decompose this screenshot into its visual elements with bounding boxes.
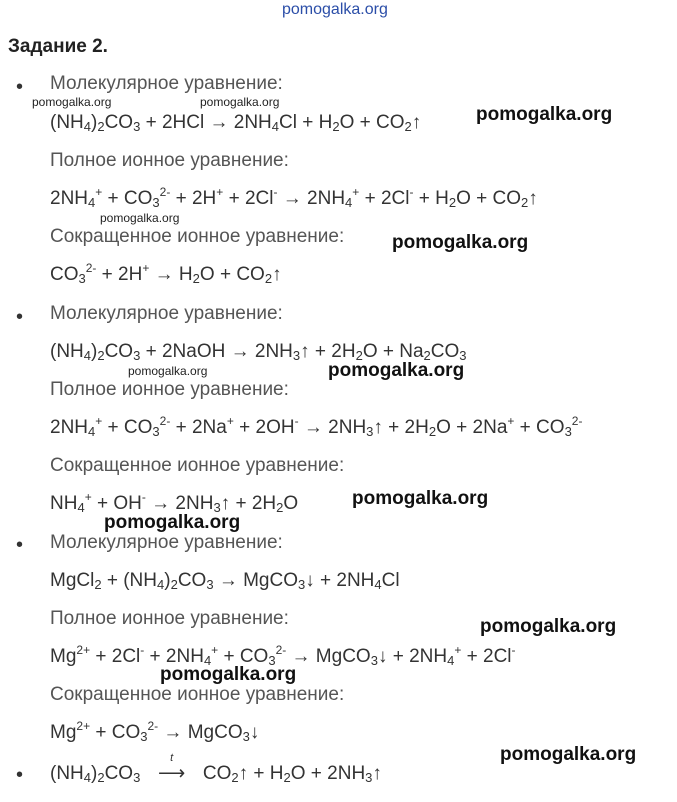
watermark-small: pomogalka.org	[100, 211, 180, 225]
bullet-4: •	[16, 764, 24, 786]
label-molecular-3: Молекулярное уравнение:	[50, 532, 283, 553]
watermark-bold: pomogalka.org	[392, 232, 529, 253]
page-title: Задание 2.	[8, 36, 108, 57]
equation-full-ionic-2: $2NH_4^+ + CO_3^{2-} + 2Na^+ + 2OH^-$ → $2NH_3↑ + 2H_2O + 2Na^+ + CO_3^{2-}$	[50, 414, 583, 439]
label-short-ionic-2: Сокращенное ионное уравнение:	[50, 455, 345, 476]
watermark-small: pomogalka.org	[128, 364, 208, 378]
label-full-ionic-1: Полное ионное уравнение:	[50, 150, 289, 171]
bullet-2: •	[16, 306, 24, 328]
watermark-bold: pomogalka.org	[500, 744, 637, 765]
watermark-small: pomogalka.org	[32, 95, 112, 109]
equation-short-ionic-2: $NH_4^+ + OH^-$ → $2NH_3↑ + 2H_2O$	[50, 490, 299, 515]
label-molecular-1: Молекулярное уравнение:	[50, 73, 283, 94]
label-full-ionic-3: Полное ионное уравнение:	[50, 608, 289, 629]
watermark-bold: pomogalka.org	[476, 104, 613, 125]
equation-short-ionic-1: $CO_3^{2-} + 2H^+ \to H_2O$ + $CO_2↑$	[50, 261, 282, 286]
watermark-header: pomogalka.org	[282, 1, 388, 18]
equation-molecular-2: $(NH_4)_2CO_3$ + 2NaOH → $2NH_3↑ + 2H_2O + Na_2CO_3$	[50, 341, 467, 363]
heat-arrow-icon: t ⟶	[157, 752, 186, 784]
equation-full-ionic-3: $Mg^{2+} + 2Cl^- + 2NH_4^+ + CO_3^{2-}$ → MgCO$_3$↓ + $2NH_4^+ + 2Cl^-$	[50, 643, 516, 668]
watermark-bold: pomogalka.org	[160, 664, 297, 685]
bullet-1: •	[16, 76, 24, 98]
equation-molecular-1: $(NH_4)_2CO_3 + 2HCl \to 2NH_4Cl + H_2O$ + $CO_2↑$	[50, 112, 422, 134]
watermark-bold: pomogalka.org	[328, 360, 465, 381]
equation-molecular-3: MgCl$_2$ + $(NH_4)_2CO_3$ → MgCO$_3$↓ + $2NH_4Cl$	[50, 570, 400, 592]
equation-reaction-4: $(NH_4)_2CO_3$ t ⟶ $CO_2↑ + H_2O$ + $2NH_3↑$	[50, 752, 382, 785]
label-short-ionic-1: Сокращенное ионное уравнение:	[50, 226, 345, 247]
label-short-ionic-3: Сокращенное ионное уравнение:	[50, 684, 345, 705]
watermark-bold: pomogalka.org	[104, 512, 241, 533]
watermark-bold: pomogalka.org	[480, 616, 617, 637]
label-molecular-2: Молекулярное уравнение:	[50, 303, 283, 324]
watermark-bold: pomogalka.org	[352, 488, 489, 509]
label-full-ionic-2: Полное ионное уравнение:	[50, 379, 289, 400]
bullet-3: •	[16, 534, 24, 556]
equation-short-ionic-3: $Mg^{2+} + CO_3^{2-}$ → MgCO$_3$↓	[50, 719, 260, 744]
watermark-small: pomogalka.org	[200, 95, 280, 109]
equation-full-ionic-1: $2NH_4^+ + CO_3^{2-} + 2H^+ + 2Cl^- \to 2NH_4^+ + 2Cl^- + H_2O$ + $CO_2↑$	[50, 185, 538, 210]
